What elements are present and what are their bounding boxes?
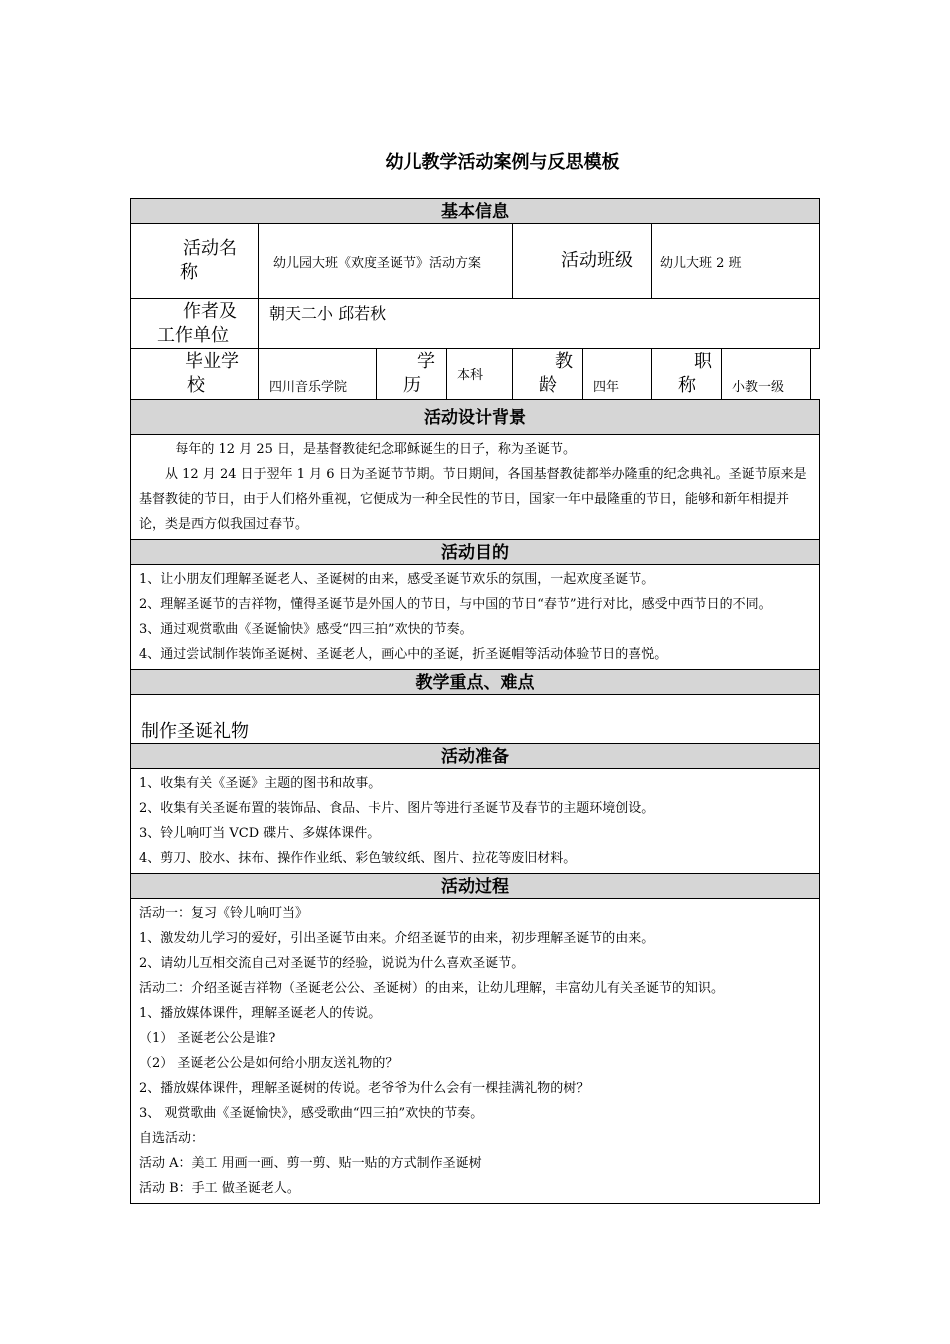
job-title-value: 小教一级 [732, 380, 785, 395]
key-points-value: 制作圣诞礼物 [130, 694, 820, 744]
process-item: 活动 B：手工 做圣诞老人。 [139, 1181, 300, 1196]
activity-name-row [130, 223, 820, 299]
teaching-age-value: 四年 [583, 349, 652, 399]
goals-block [130, 564, 820, 670]
goal-item: 4、通过尝试制作装饰圣诞树、圣诞老人，画心中的圣诞，折圣诞帽等活动体验节日的喜悦。 [139, 647, 668, 662]
section-header-goals: 活动目的 [130, 539, 820, 565]
goal-item: 2、理解圣诞节的吉祥物，懂得圣诞节是外国人的节日，与中国的节日“春节”进行对比，感受中西节日的不同。 [139, 597, 772, 612]
section-header-process: 活动过程 [130, 873, 820, 899]
section-header-basic: 基本信息 [130, 198, 820, 224]
page-title: 幼儿教学活动案例与反思模板 [385, 152, 620, 173]
education-label: 学 历 [377, 349, 447, 399]
process-item: 活动二：介绍圣诞吉祥物（圣诞老公公、圣诞树）的由来，让幼儿理解，丰富幼儿有关圣诞节的知识。 [139, 981, 725, 996]
process-item: 1、播放媒体课件，理解圣诞老人的传说。 [139, 1006, 382, 1021]
process-item: 2、请幼儿互相交流自己对圣诞节的经验，说说为什么喜欢圣诞节。 [139, 956, 525, 971]
preparation-item: 4、剪刀、胶水、抹布、操作作业纸、彩色皱纹纸、图片、拉花等废旧材料。 [139, 851, 577, 866]
preparation-block [130, 768, 820, 874]
education-row [130, 348, 811, 400]
plan-table [130, 198, 820, 1204]
preparation-item: 2、收集有关圣诞布置的装饰品、食品、卡片、图片等进行圣诞节及春节的主题环境创设。 [139, 801, 655, 816]
process-item: （2） 圣诞老公公是如何给小朋友送礼物的？ [139, 1056, 399, 1071]
preparation-item: 3、铃儿响叮当 VCD 碟片、多媒体课件。 [139, 826, 381, 841]
process-item: 3、 观赏歌曲《圣诞愉快》，感受歌曲“四三拍”欢快的节奏。 [139, 1106, 484, 1121]
teaching-age-label: 教 龄 [513, 349, 583, 399]
class-value: 幼儿大班 2 班 [660, 255, 742, 271]
activity-name-value: 幼儿园大班《欢度圣诞节》活动方案 [259, 224, 513, 298]
activity-name-label: 活动名 称 [131, 224, 259, 298]
school-label: 毕业学 校 [131, 349, 259, 399]
goal-item: 1、让小朋友们理解圣诞老人、圣诞树的由来，感受圣诞节欢乐的氛围，一起欢度圣诞节。 [139, 572, 655, 587]
section-header-preparation: 活动准备 [130, 743, 820, 769]
process-item: 活动 A：美工 用画一画、剪一剪、贴一贴的方式制作圣诞树 [139, 1156, 482, 1171]
preparation-item: 1、收集有关《圣诞》主题的图书和故事。 [139, 776, 382, 791]
process-item: 1、激发幼儿学习的爱好，引出圣诞节由来。介绍圣诞节的由来，初步理解圣诞节的由来。 [139, 931, 655, 946]
process-item: （1） 圣诞老公公是谁? [139, 1031, 276, 1046]
class-label: 活动班级 [513, 224, 652, 298]
background-paragraph: 从 12 月 24 日于翌年 1 月 6 日为圣诞节节期。节日期间，各国基督教徒都举办隆重的纪念典礼。圣诞节原来是基督教徒的节日，由于人们格外重视，它便成为一种全民性的节日，国家一年中最隆重的节日，能够和新年相提并论，类是西方似我国过春节。 [139, 467, 807, 532]
job-title-label: 职 称 [652, 349, 722, 399]
author-label: 作者及 工作单位 [131, 299, 259, 348]
section-header-key-points: 教学重点、难点 [130, 669, 820, 695]
process-item: 活动一：复习《铃儿响叮当》 [139, 906, 309, 921]
background-paragraph: 每年的 12 月 25 日，是基督教徒纪念耶稣诞生的日子，称为圣诞节。 [175, 442, 577, 457]
section-header-background: 活动设计背景 [130, 399, 820, 435]
goal-item: 3、通过观赏歌曲《圣诞愉快》感受“四三拍”欢快的节奏。 [139, 622, 473, 637]
process-item: 自选活动： [139, 1131, 205, 1146]
author-value: 朝天二小 邱若秋 [269, 304, 387, 323]
author-row [130, 298, 820, 349]
process-item: 2、播放媒体课件，理解圣诞树的传说。老爷爷为什么会有一棵挂满礼物的树？ [139, 1081, 590, 1096]
background-block [130, 434, 820, 540]
education-value: 本科 [447, 349, 513, 399]
process-block [130, 898, 820, 1204]
school-value: 四川音乐学院 [259, 349, 377, 399]
